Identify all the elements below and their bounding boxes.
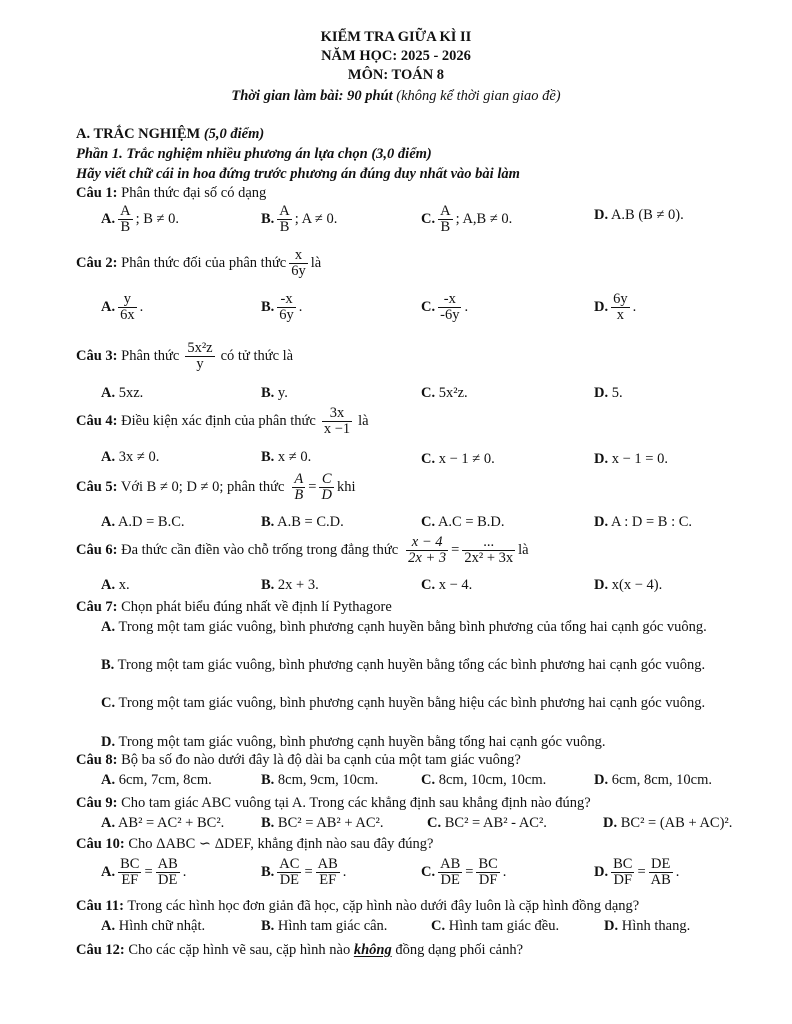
q3-option-a: A. 5xz. (101, 385, 144, 401)
q5-option-a: A. A.D = B.C. (101, 514, 185, 530)
q3-option-c: C. 5x²z. (421, 385, 468, 401)
section-title: A. TRẮC NGHIỆM (5,0 điểm) (76, 126, 265, 142)
question-8: Câu 8: Bộ ba số đo nào dưới đây là độ dài ba cạnh của một tam giác vuông? (76, 752, 521, 768)
question-2: Câu 2: Phân thức đối của phân thức $\frac{x}{6y}$ là (76, 247, 322, 279)
q9-option-d: D. BC² = (AB + AC)². (603, 815, 733, 831)
time-limit: Thời gian làm bài: 90 phút (không kể thời gian giao đề) (231, 88, 561, 104)
school-year: NĂM HỌC: 2025 - 2026 (321, 48, 471, 64)
q10-option-a: A. $\frac{BC}{EF}$ = $\frac{AB}{DE}$ . (101, 856, 187, 888)
q4-option-c: C. x − 1 ≠ 0. (421, 451, 495, 467)
question-7: Câu 7: Chọn phát biểu đúng nhất về định lí Pythagore (76, 599, 392, 615)
q2-option-b: B. $\frac{-x}{6y}$ . (261, 291, 303, 323)
q2-option-d: D. $\frac{6y}{x}$ . (594, 291, 637, 323)
q7-option-a: A. Trong một tam giác vuông, bình phương cạnh huyền bằng bình phương của tổng hai cạnh góc vuông. (101, 619, 707, 635)
q9-option-b: B. BC² = AB² + AC². (261, 815, 384, 831)
q5-option-b: B. A.B = C.D. (261, 514, 344, 530)
q4-option-b: B. x ≠ 0. (261, 449, 312, 465)
q11-option-b: B. Hình tam giác cân. (261, 918, 388, 934)
question-9: Câu 9: Cho tam giác ABC vuông tại A. Trong các khẳng định sau khẳng định nào đúng? (76, 795, 591, 811)
q3-option-b: B. y. (261, 385, 288, 401)
question-10: Câu 10: Cho ΔABC ∽ ΔDEF, khẳng định nào sau đây đúng? (76, 836, 434, 852)
q5-option-d: D. A : D = B : C. (594, 514, 693, 530)
question-4: Câu 4: Điều kiện xác định của phân thức $\frac{3x}{x -1}$ là (76, 405, 369, 437)
emphasis-not: không (353, 942, 392, 958)
q2-option-a: A. $\frac{y}{6x}$ . (101, 291, 144, 323)
q7-option-d: D. Trong một tam giác vuông, bình phương cạnh huyền bằng tổng hai cạnh góc vuông. (101, 734, 606, 750)
q8-option-b: B. 8cm, 9cm, 10cm. (261, 772, 379, 788)
q6-option-b: B. 2x + 3. (261, 577, 319, 593)
q8-option-c: C. 8cm, 10cm, 10cm. (421, 772, 547, 788)
q6-option-c: C. x − 4. (421, 577, 473, 593)
q1-option-b: B. $\frac{A}{B}$ ; A ≠ 0. (261, 203, 338, 235)
q10-option-b: B. $\frac{AC}{DE}$ = $\frac{AB}{EF}$ . (261, 856, 347, 888)
question-1: Câu 1: Phân thức đại số có dạng (76, 185, 267, 201)
question-5: Câu 5: Với B ≠ 0; D ≠ 0; phân thức $\frac{A}{B}$ = $\frac{C}{D}$ khi (76, 471, 356, 503)
subject: MÔN: TOÁN 8 (347, 67, 445, 83)
q6-option-a: A. x. (101, 577, 130, 593)
q4-option-a: A. 3x ≠ 0. (101, 449, 160, 465)
q3-option-d: D. 5. (594, 385, 623, 401)
q8-option-a: A. 6cm, 7cm, 8cm. (101, 772, 212, 788)
question-3: Câu 3: Phân thức $\frac{\text{5x²z}}{y}$ có tử thức là (76, 340, 294, 372)
q10-option-d: D. $\frac{BC}{DF}$ = $\frac{DE}{AB}$ . (594, 856, 680, 888)
q11-option-d: D. Hình thang. (604, 918, 691, 934)
q9-option-a: A. AB² = AC² + BC². (101, 815, 225, 831)
instruction: Hãy viết chữ cái in hoa đứng trước phương án đúng duy nhất vào bài làm (76, 166, 520, 182)
question-12: Câu 12: Cho các cặp hình vẽ sau, cặp hình nào không đồng dạng phối cảnh? (76, 942, 524, 958)
q11-option-c: C. Hình tam giác đều. (431, 918, 560, 934)
q1-option-c: C. $\frac{A}{B}$ ; A,B ≠ 0. (421, 203, 513, 235)
q7-option-b: B. Trong một tam giác vuông, bình phương cạnh huyền bằng tổng các bình phương hai cạnh góc vuông. (101, 657, 706, 673)
question-11: Câu 11: Trong các hình học đơn giản đã học, cặp hình nào dưới đây luôn là cặp hình đồng dạng? (76, 898, 640, 914)
question-6: Câu 6: Đa thức cần điền vào chỗ trống trong đẳng thức $\frac{x - 4}{2x + 3}$ = $\frac{...}{\text{2x² + 3x}}$ là (76, 534, 529, 566)
q7-option-c: C. Trong một tam giác vuông, bình phương cạnh huyền bằng hiệu các bình phương hai cạnh góc vuông. (101, 695, 706, 711)
part1-title: Phần 1. Trắc nghiệm nhiều phương án lựa chọn (3,0 điểm) (76, 146, 432, 162)
q9-option-c: C. BC² = AB² - AC². (427, 815, 547, 831)
q1-option-a: A. $\frac{A}{B}$ ; B ≠ 0. (101, 203, 180, 235)
q2-option-c: C. $\frac{-x}{-6y}$ . (421, 291, 469, 323)
q8-option-d: D. 6cm, 8cm, 10cm. (594, 772, 713, 788)
q6-option-d: D. x(x − 4). (594, 577, 663, 593)
exam-title: KIỂM TRA GIỮA KÌ II (320, 29, 472, 45)
q1-option-d: D. A.B (B ≠ 0). (594, 207, 684, 223)
q11-option-a: A. Hình chữ nhật. (101, 918, 206, 934)
q5-option-c: C. A.C = B.D. (421, 514, 505, 530)
q10-option-c: C. $\frac{AB}{DE}$ = $\frac{BC}{DF}$ . (421, 856, 507, 888)
q4-option-d: D. x − 1 = 0. (594, 451, 668, 467)
